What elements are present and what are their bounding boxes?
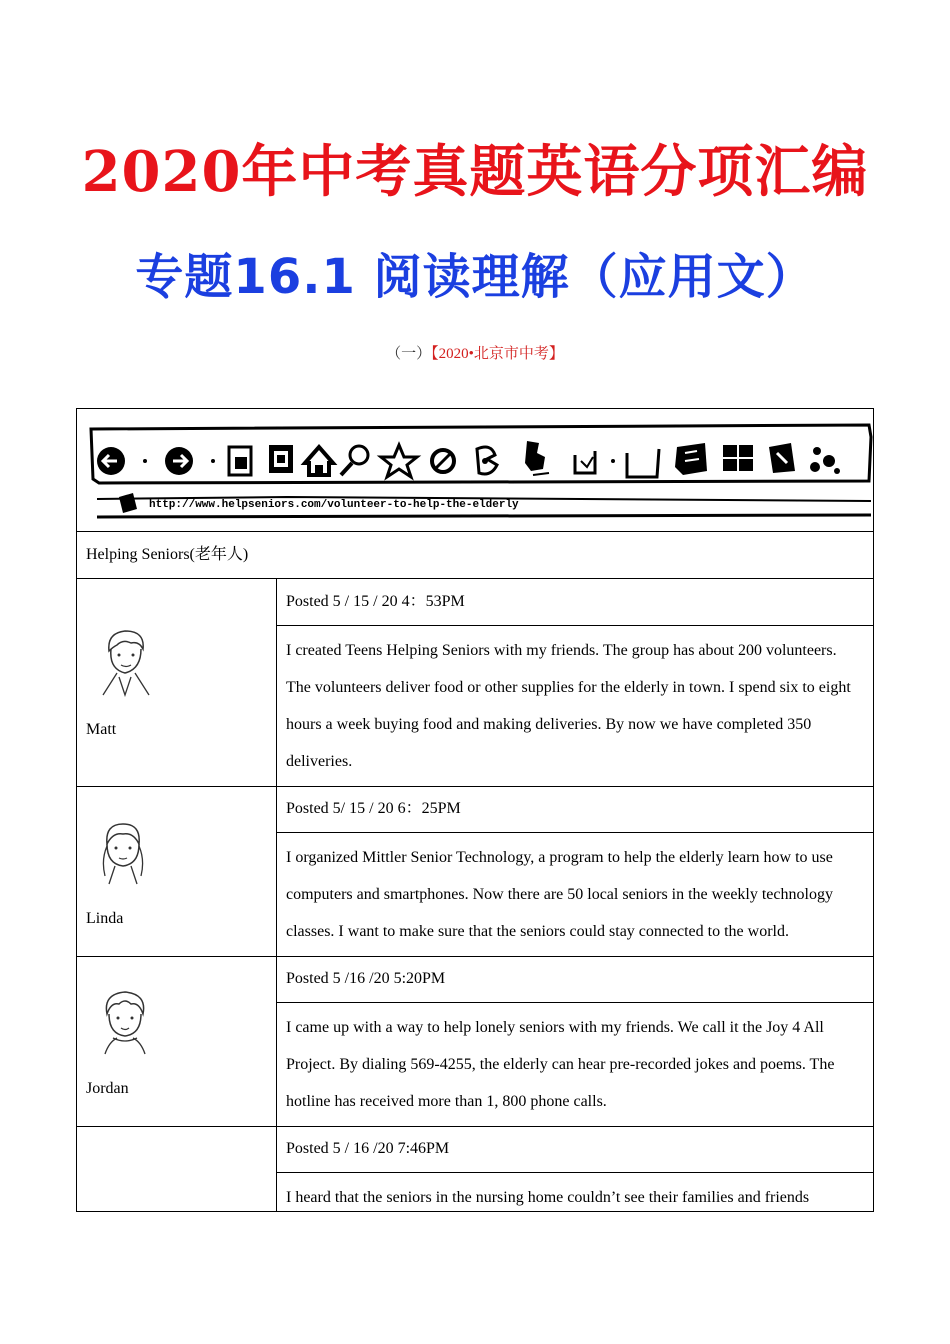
copy-icon[interactable] [269,445,293,473]
forum-post [77,579,873,787]
refresh-icon[interactable] [432,450,454,472]
print-icon[interactable] [525,441,549,475]
forum-post [77,956,873,1127]
page-title: 2020年中考真题英语分项汇编 [81,139,869,205]
page-subtitle: 专题16.1 阅读理解（应用文） [135,249,815,305]
post-body: I organized Mittler Senior Technology, a program to help the elderly learn how to use computers and smartphones. Now there are 50 local seniors in the weekly technology classes. I want to make sure that the seniors could stay connected to the world. [286,849,833,940]
bookmark-icon[interactable] [675,443,707,475]
download-icon[interactable] [575,451,595,473]
post-author-name: Matt [86,721,117,738]
section-heading [0,342,950,363]
post-author-cell [77,579,277,786]
avatar-girl-icon [95,820,151,886]
settings-icon[interactable] [769,443,795,473]
folder-icon[interactable] [627,449,659,477]
back-icon[interactable] [97,447,125,475]
post-author-cell [77,956,277,1126]
grid-icon[interactable] [723,445,753,471]
browser-toolbar-image [87,417,873,525]
post-body: I heard that the seniors in the nursing home couldn’t see their families and friends [286,1189,810,1206]
star-icon[interactable] [381,445,417,477]
avatar-boy-icon [95,625,155,697]
section-source: 【2020•北京市中考】 [431,346,564,362]
share-icon[interactable] [477,447,497,474]
forum-post [77,786,873,957]
post-author-cell [77,786,277,956]
post-timestamp: Posted 5 /16 /20 5:20PM [277,956,873,1003]
browser-toolbar [77,409,873,532]
post-author-name: Linda [86,910,124,927]
post-author-name: Jordan [86,1080,129,1097]
lock-icon [119,493,137,513]
section-number: （一） [386,346,432,362]
forum-page-frame [76,408,874,1212]
post-body: I came up with a way to help lonely seniors with my friends. We call it the Joy 4 All Project. By dialing 569-4255, the elderly can hear pre-recorded jokes and poems. The hotline has received more than 1, 800 phone calls. [286,1019,835,1110]
page-icon[interactable] [229,447,251,475]
post-body: I created Teens Helping Seniors with my friends. The group has about 200 volunteers. The volunteers deliver food or other supplies for the elderly in town. I spend six to eight hours a week buying food and making deliveries. By now we have completed 350 deliveries. [286,642,851,770]
forum-post [77,1126,873,1211]
search-icon[interactable] [341,446,368,475]
extension-icon[interactable] [810,447,840,474]
home-icon[interactable] [305,447,333,475]
post-timestamp: Posted 5 / 16 /20 7:46PM [277,1126,873,1173]
forward-icon[interactable] [165,447,193,475]
post-author-cell [77,1126,277,1211]
avatar-boy-curly-icon [95,988,155,1056]
address-bar[interactable]: http://www.helpseniors.com/volunteer-to-help-the-elderly [149,499,519,511]
forum-heading: Helping Seniors(老年人) [77,531,873,579]
post-timestamp: Posted 5/ 15 / 20 6：25PM [277,786,873,833]
post-timestamp: Posted 5 / 15 / 20 4：53PM [277,579,873,626]
